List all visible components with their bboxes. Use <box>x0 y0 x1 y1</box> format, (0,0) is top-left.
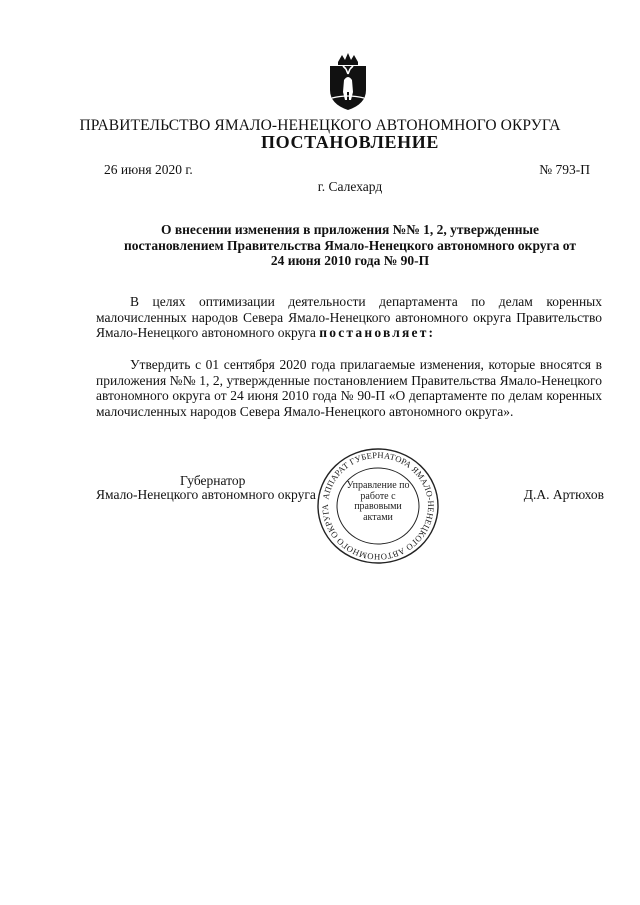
signatory-position: Губернатор <box>180 473 246 488</box>
signatory-organization: Ямало-Ненецкого автономного округа <box>96 487 316 502</box>
paragraph-resolution: Утвердить с 01 сентября 2020 года прилагаемые изменения, которые вносятся в приложения №№ 1, 2, утвержденные постановлением Правительства Ямало-Ненецкого автономного округа от 24 июня 2010 года № 90-П «О департаменте по делам коренных малочисленных народов Севера Ямало-Ненецкого автономного округа». <box>96 357 602 419</box>
document-subject: О внесении изменения в приложения №№ 1, 2, утвержденные постановлением Правительства Ямало-Ненецкого автономного округа от 24 июня 2010 года № 90-П <box>124 222 576 268</box>
coat-of-arms-icon <box>318 52 378 112</box>
signatory-name: Д.А. Артюхов <box>523 487 604 502</box>
preamble-resolve-word: постановляет: <box>319 325 436 340</box>
paragraph-preamble <box>96 294 602 341</box>
document-number: № 793-П <box>539 162 590 177</box>
document-city: г. Салехард <box>317 179 383 194</box>
stamp-ring-text: АППАРАТ ГУБЕРНАТОРА ЯМАЛО-НЕНЕЦКОГО АВТОНОМНОГО ОКРУГА <box>319 449 437 563</box>
stamp-label: Управление по работе с правовыми актами <box>346 480 410 523</box>
preamble-text: В целях оптимизации деятельности департамента по делам коренных малочисленных народов Севера Ямало-Ненецкого автономного округа Правительство Ямало-Ненецкого автономного округа <box>96 294 602 340</box>
document-type: ПОСТАНОВЛЕНИЕ <box>261 132 439 152</box>
government-title: ПРАВИТЕЛЬСТВО ЯМАЛО-НЕНЕЦКОГО АВТОНОМНОГО ОКРУГА <box>79 117 561 134</box>
document-date: 26 июня 2020 г. <box>104 162 193 177</box>
